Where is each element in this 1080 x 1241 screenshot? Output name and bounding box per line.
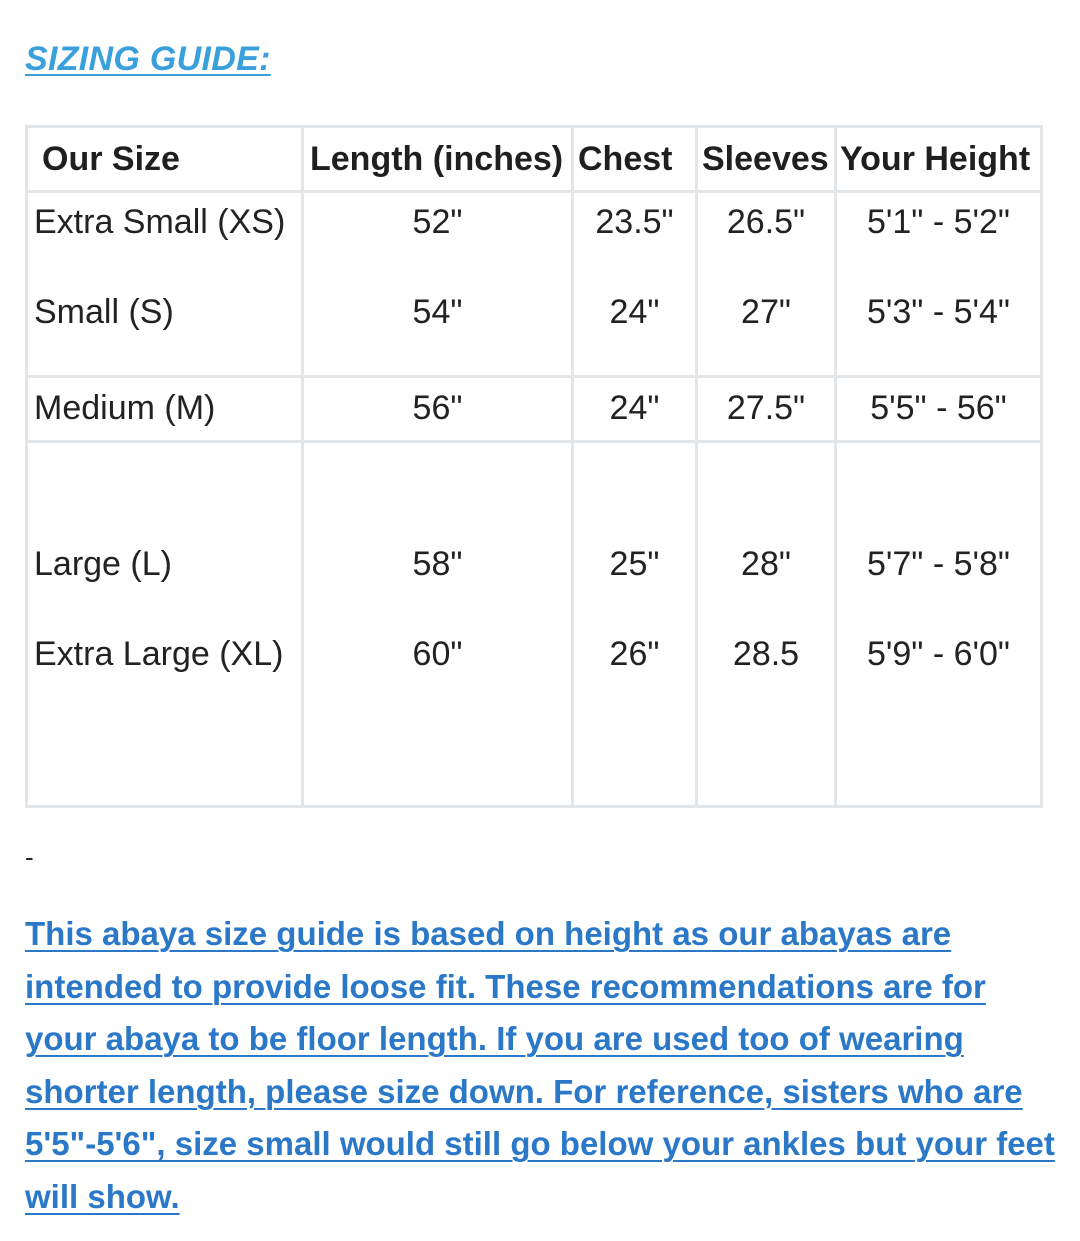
height-m: 5'5" - 56" bbox=[870, 389, 1007, 427]
table-header-row bbox=[27, 127, 1042, 192]
sleeves-m: 27.5" bbox=[726, 389, 806, 427]
sleeves-l: 28" bbox=[741, 545, 791, 583]
table-row-xs-s bbox=[27, 192, 1042, 377]
size-small: Small (S) bbox=[34, 293, 174, 331]
height-xl: 5'9" - 6'0" bbox=[867, 635, 1010, 673]
length-xl: 60" bbox=[412, 635, 463, 673]
sizing-table bbox=[25, 125, 1043, 808]
size-medium: Medium (M) bbox=[34, 389, 216, 427]
chest-s: 24" bbox=[609, 293, 660, 331]
sleeves-xs: 26.5" bbox=[726, 203, 806, 241]
length-cell bbox=[303, 377, 573, 442]
size-large: Large (L) bbox=[34, 545, 172, 583]
table-row-m bbox=[27, 377, 1042, 442]
size-extra-large: Extra Large (XL) bbox=[34, 635, 284, 673]
chest-l: 25" bbox=[609, 545, 660, 583]
size-cell bbox=[27, 377, 303, 442]
chest-cell bbox=[573, 192, 697, 377]
length-cell bbox=[303, 192, 573, 377]
length-cell bbox=[303, 442, 573, 807]
sleeves-cell bbox=[697, 442, 836, 807]
size-cell bbox=[27, 192, 303, 377]
table-row-l-xl bbox=[27, 442, 1042, 807]
sleeves-cell bbox=[697, 192, 836, 377]
sleeves-xl: 28.5 bbox=[732, 635, 800, 673]
height-cell bbox=[836, 442, 1042, 807]
height-l: 5'7" - 5'8" bbox=[867, 545, 1010, 583]
sleeves-cell bbox=[697, 377, 836, 442]
length-l: 58" bbox=[412, 545, 463, 583]
header-chest: Chest bbox=[573, 127, 697, 192]
sizing-guide-heading: SIZING GUIDE: bbox=[25, 40, 271, 78]
separator-dash: - bbox=[25, 842, 34, 872]
size-extra-small: Extra Small (XS) bbox=[34, 203, 286, 241]
chest-xs: 23.5" bbox=[595, 203, 674, 241]
header-your-height: Your Height bbox=[836, 127, 1042, 192]
height-cell bbox=[836, 377, 1042, 442]
header-sleeves: Sleeves bbox=[697, 127, 836, 192]
length-s: 54" bbox=[412, 293, 463, 331]
length-m: 56" bbox=[412, 389, 463, 427]
header-our-size: Our Size bbox=[27, 127, 303, 192]
header-length: Length (inches) bbox=[303, 127, 573, 192]
length-xs: 52" bbox=[412, 203, 463, 241]
height-s: 5'3" - 5'4" bbox=[867, 293, 1010, 331]
size-cell bbox=[27, 442, 303, 807]
chest-cell bbox=[573, 442, 697, 807]
size-guide-note-link[interactable]: This abaya size guide is based on height as our abayas are intended to provide loose fit. These recommendations are for your abaya to be floor length. If you are used too of wearing shorter length, please size down. For reference, sisters who are 5'5"-5'6", size small would still go below your ankles but your feet will show. bbox=[25, 915, 1055, 1215]
height-xs: 5'1" - 5'2" bbox=[867, 203, 1010, 241]
chest-xl: 26" bbox=[609, 635, 660, 673]
height-cell bbox=[836, 192, 1042, 377]
chest-m: 24" bbox=[609, 389, 660, 427]
chest-cell bbox=[573, 377, 697, 442]
sleeves-s: 27" bbox=[741, 293, 791, 331]
